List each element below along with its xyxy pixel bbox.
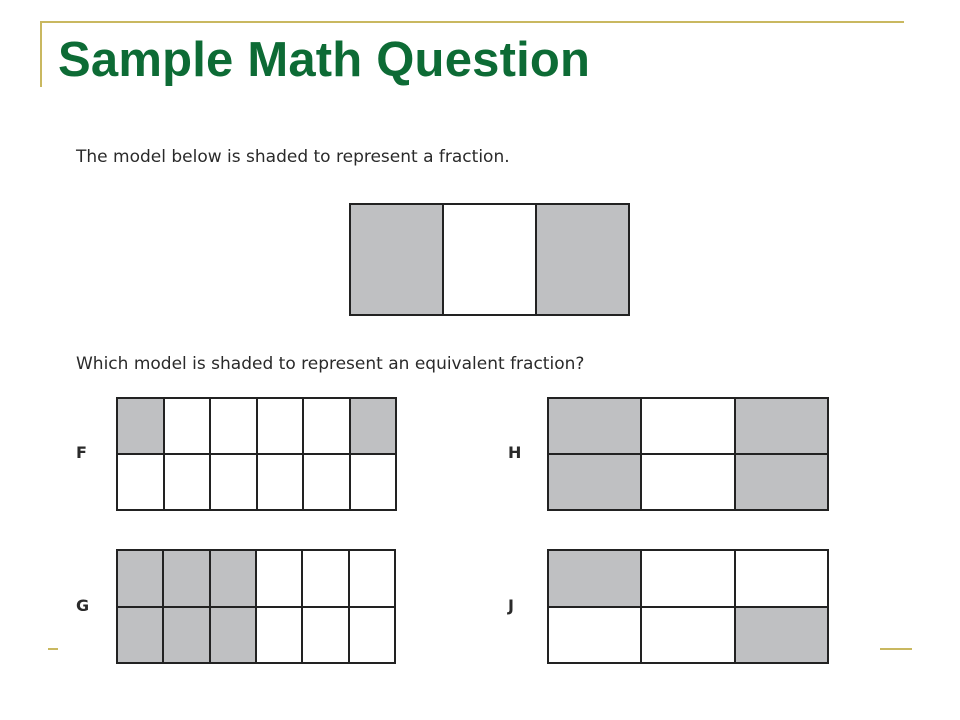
option-f-cell-shaded	[351, 399, 396, 453]
option-f-cell-unshaded	[118, 455, 163, 509]
option-label-f: F	[76, 443, 87, 462]
question-prompt-1: The model below is shaded to represent a fraction.	[76, 147, 510, 167]
option-model-f[interactable]	[116, 397, 397, 511]
option-model-j[interactable]	[547, 549, 829, 664]
option-j-cell-unshaded	[642, 551, 733, 606]
option-h-cell-shaded	[549, 455, 640, 509]
option-model-h[interactable]	[547, 397, 829, 511]
option-j-cell-unshaded	[549, 608, 640, 663]
frame-top-line	[40, 21, 904, 23]
option-g-cell-unshaded	[303, 551, 347, 606]
option-h-cell-shaded	[736, 399, 827, 453]
option-j-cell-unshaded	[736, 551, 827, 606]
frame-bottom-left-line	[48, 648, 58, 650]
option-g-cell-unshaded	[350, 608, 394, 663]
frame-bottom-right-line	[880, 648, 912, 650]
option-label-g: G	[76, 596, 90, 615]
option-f-cell-shaded	[118, 399, 163, 453]
option-g-cell-shaded	[211, 608, 255, 663]
option-g-cell-shaded	[164, 608, 208, 663]
option-h-cell-unshaded	[642, 399, 733, 453]
option-h-cell-unshaded	[642, 455, 733, 509]
option-g-cell-shaded	[118, 551, 162, 606]
option-h-cell-shaded	[549, 399, 640, 453]
option-f-cell-unshaded	[211, 455, 256, 509]
option-f-cell-unshaded	[165, 399, 210, 453]
option-model-g[interactable]	[116, 549, 396, 664]
option-g-cell-shaded	[164, 551, 208, 606]
option-g-cell-unshaded	[257, 551, 301, 606]
option-f-cell-unshaded	[211, 399, 256, 453]
main-model-cell-shaded	[537, 205, 628, 314]
option-label-h: H	[508, 443, 522, 462]
main-model-cell-shaded	[351, 205, 442, 314]
fraction-model-main	[349, 203, 630, 316]
option-f-cell-unshaded	[258, 399, 303, 453]
option-g-cell-unshaded	[257, 608, 301, 663]
question-prompt-2: Which model is shaded to represent an equivalent fraction?	[76, 354, 585, 374]
main-model-cell-unshaded	[444, 205, 535, 314]
option-label-j: J	[508, 596, 514, 615]
slide-title: Sample Math Question	[58, 33, 591, 87]
option-f-cell-unshaded	[351, 455, 396, 509]
option-f-cell-unshaded	[258, 455, 303, 509]
frame-left-line	[40, 21, 42, 87]
option-j-cell-shaded	[549, 551, 640, 606]
option-f-cell-unshaded	[165, 455, 210, 509]
option-j-cell-unshaded	[642, 608, 733, 663]
option-g-cell-shaded	[211, 551, 255, 606]
option-j-cell-shaded	[736, 608, 827, 663]
option-g-cell-unshaded	[303, 608, 347, 663]
option-g-cell-unshaded	[350, 551, 394, 606]
option-h-cell-shaded	[736, 455, 827, 509]
option-f-cell-unshaded	[304, 399, 349, 453]
option-g-cell-shaded	[118, 608, 162, 663]
option-f-cell-unshaded	[304, 455, 349, 509]
